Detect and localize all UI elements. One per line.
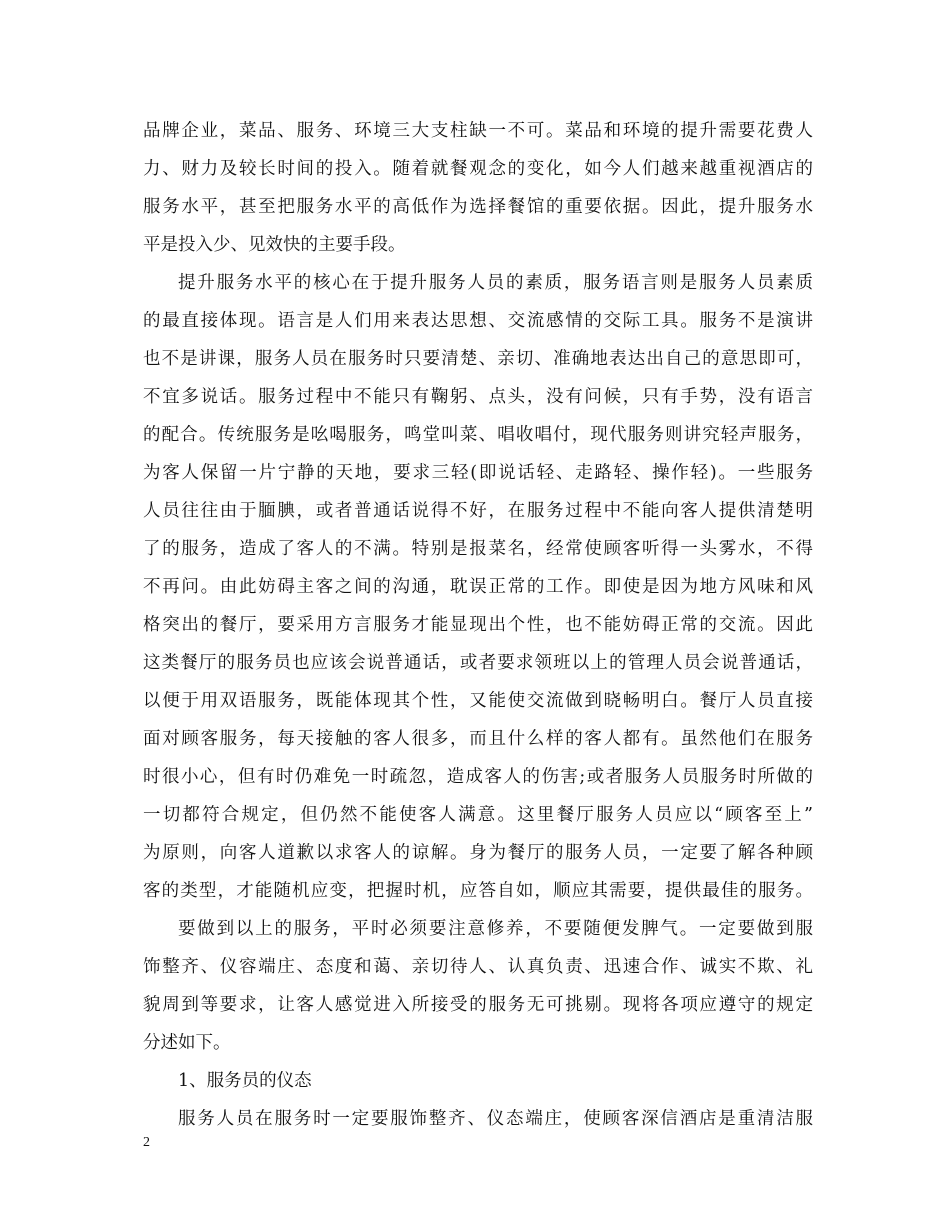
text-line: 貌周到等要求，让客人感觉进入所接受的服务无可挑剔。现将各项应遵守的规定: [143, 995, 813, 1015]
text-line: 饰整齐、仪容端庄、态度和蔼、亲切待人、认真负责、迅速合作、诚实不欺、礼: [143, 957, 813, 977]
text-line: 不再问。由此妨碍主客之间的沟通，耽误正常的工作。即使是因为地方风味和风: [143, 577, 813, 597]
text-line: 也不是讲课，服务人员在服务时只要清楚、亲切、准确地表达出自己的意思即可，: [143, 349, 813, 369]
text-line: 客的类型，才能随机应变，把握时机，应答自如，顺应其需要，提供最佳的服务。: [143, 881, 813, 901]
text-line: 平是投入少、见效快的主要手段。: [143, 235, 406, 255]
section-heading: 1、服务员的仪态: [178, 1071, 312, 1091]
text-line: 时很小心，但有时仍难免一时疏忽，造成客人的伤害;或者服务人员服务时所做的: [143, 767, 813, 787]
paragraph-first-line: 要做到以上的服务，平时必须要注意修养，不要随便发脾气。一定要做到服: [178, 919, 813, 939]
text-line: 为客人保留一片宁静的天地，要求三轻(即说话轻、走路轻、操作轻)。一些服务: [143, 463, 813, 483]
text-line: 面对顾客服务，每天接触的客人很多，而且什么样的客人都有。虽然他们在服务: [143, 729, 813, 749]
text-line: 一切都符合规定，但仍然不能使客人满意。这里餐厅服务人员应以“顾客至上”: [143, 805, 813, 825]
text-line: 人员往往由于腼腆，或者普通话说得不好，在服务过程中不能向客人提供清楚明: [143, 501, 813, 521]
page-number: 2: [143, 1135, 150, 1150]
paragraph-first-line: 服务人员在服务时一定要服饰整齐、仪态端庄，使顾客深信酒店是重清洁服: [178, 1109, 813, 1129]
text-line: 品牌企业，菜品、服务、环境三大支柱缺一不可。菜品和环境的提升需要花费人: [143, 121, 813, 141]
text-line: 为原则，向客人道歉以求客人的谅解。身为餐厅的服务人员，一定要了解各种顾: [143, 843, 813, 863]
text-line: 不宜多说话。服务过程中不能只有鞠躬、点头，没有问候，只有手势，没有语言: [143, 387, 813, 407]
text-line: 格突出的餐厅，要采用方言服务才能显现出个性，也不能妨碍正常的交流。因此: [143, 615, 813, 635]
document-body: [143, 112, 813, 1138]
text-line: 的配合。传统服务是吆喝服务，鸣堂叫菜、唱收唱付，现代服务则讲究轻声服务，: [143, 425, 813, 445]
paragraph-first-line: 提升服务水平的核心在于提升服务人员的素质，服务语言则是服务人员素质: [178, 273, 813, 293]
text-line: 这类餐厅的服务员也应该会说普通话，或者要求领班以上的管理人员会说普通话，: [143, 653, 813, 673]
text-line: 了的服务，造成了客人的不满。特别是报菜名，经常使顾客听得一头雾水，不得: [143, 539, 813, 559]
text-line: 力、财力及较长时间的投入。随着就餐观念的变化，如今人们越来越重视酒店的: [143, 159, 813, 179]
text-line: 以便于用双语服务，既能体现其个性，又能使交流做到晓畅明白。餐厅人员直接: [143, 691, 813, 711]
text-line: 服务水平，甚至把服务水平的高低作为选择餐馆的重要依据。因此，提升服务水: [143, 197, 813, 217]
text-line: 的最直接体现。语言是人们用来表达思想、交流感情的交际工具。服务不是演讲: [143, 311, 813, 331]
text-line: 分述如下。: [143, 1033, 231, 1053]
